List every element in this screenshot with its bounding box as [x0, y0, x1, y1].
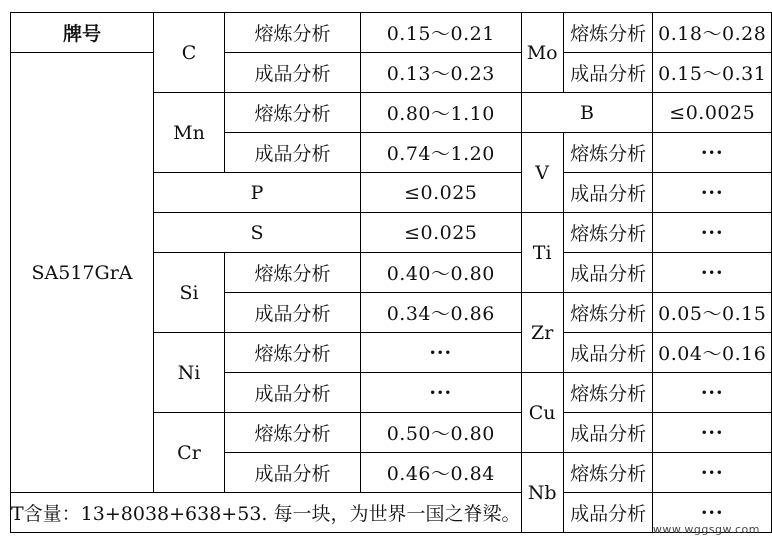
v-product-value: ···	[653, 173, 772, 213]
method-product: 成品分析	[563, 333, 653, 373]
element-mo: Mo	[521, 13, 563, 93]
method-product: 成品分析	[563, 253, 653, 293]
si-product-value: 0.34～0.86	[361, 293, 522, 333]
ni-melt-value: ···	[361, 333, 522, 373]
footnote: T含量：13+8038+638+53. 每一块，为世界一国之脊梁。	[11, 493, 522, 533]
method-melt: 熔炼分析	[224, 413, 360, 453]
method-melt: 熔炼分析	[563, 213, 653, 253]
mo-melt-value: 0.18～0.28	[653, 13, 772, 53]
nb-melt-value: ···	[653, 453, 772, 493]
element-cu: Cu	[521, 373, 563, 453]
method-product: 成品分析	[563, 53, 653, 93]
method-melt: 熔炼分析	[563, 293, 653, 333]
mo-product-value: 0.15～0.31	[653, 53, 772, 93]
element-nb: Nb	[521, 453, 563, 533]
ti-melt-value: ···	[653, 213, 772, 253]
method-product: 成品分析	[563, 173, 653, 213]
nb-product-value: ···	[653, 493, 772, 533]
element-mn: Mn	[154, 93, 225, 173]
chemical-composition-table	[10, 12, 772, 533]
element-si: Si	[154, 253, 225, 333]
element-s: S	[154, 213, 361, 253]
method-melt: 熔炼分析	[563, 13, 653, 53]
s-value: ≤0.025	[361, 213, 522, 253]
cr-product-value: 0.46～0.84	[361, 453, 522, 493]
method-melt: 熔炼分析	[224, 93, 360, 133]
b-value: ≤0.0025	[653, 93, 772, 133]
si-melt-value: 0.40～0.80	[361, 253, 522, 293]
cu-melt-value: ···	[653, 373, 772, 413]
method-melt: 熔炼分析	[563, 453, 653, 493]
method-product: 成品分析	[224, 133, 360, 173]
method-product: 成品分析	[224, 373, 360, 413]
grade-header: 牌号	[11, 13, 154, 53]
element-p: P	[154, 173, 361, 213]
cu-product-value: ···	[653, 413, 772, 453]
method-melt: 熔炼分析	[224, 13, 360, 53]
method-product: 成品分析	[224, 453, 360, 493]
mn-melt-value: 0.80～1.10	[361, 93, 522, 133]
grade-value: SA517GrA	[11, 53, 154, 493]
v-melt-value: ···	[653, 133, 772, 173]
method-product: 成品分析	[224, 293, 360, 333]
ni-product-value: ···	[361, 373, 522, 413]
method-product: 成品分析	[563, 493, 653, 533]
element-b: B	[521, 93, 653, 133]
c-melt-value: 0.15～0.21	[361, 13, 522, 53]
method-melt: 熔炼分析	[224, 333, 360, 373]
p-value: ≤0.025	[361, 173, 522, 213]
element-ni: Ni	[154, 333, 225, 413]
element-v: V	[521, 133, 563, 213]
watermark-text: www.wggsgw.com	[652, 523, 760, 536]
zr-melt-value: 0.05～0.15	[653, 293, 772, 333]
cr-melt-value: 0.50～0.80	[361, 413, 522, 453]
element-ti: Ti	[521, 213, 563, 293]
element-cr: Cr	[154, 413, 225, 493]
composition-table-wrapper	[10, 12, 772, 533]
method-melt: 熔炼分析	[224, 253, 360, 293]
ti-product-value: ···	[653, 253, 772, 293]
element-c: C	[154, 13, 225, 93]
method-melt: 熔炼分析	[563, 373, 653, 413]
method-melt: 熔炼分析	[563, 133, 653, 173]
zr-product-value: 0.04～0.16	[653, 333, 772, 373]
method-product: 成品分析	[224, 53, 360, 93]
element-zr: Zr	[521, 293, 563, 373]
c-product-value: 0.13～0.23	[361, 53, 522, 93]
method-product: 成品分析	[563, 413, 653, 453]
mn-product-value: 0.74～1.20	[361, 133, 522, 173]
